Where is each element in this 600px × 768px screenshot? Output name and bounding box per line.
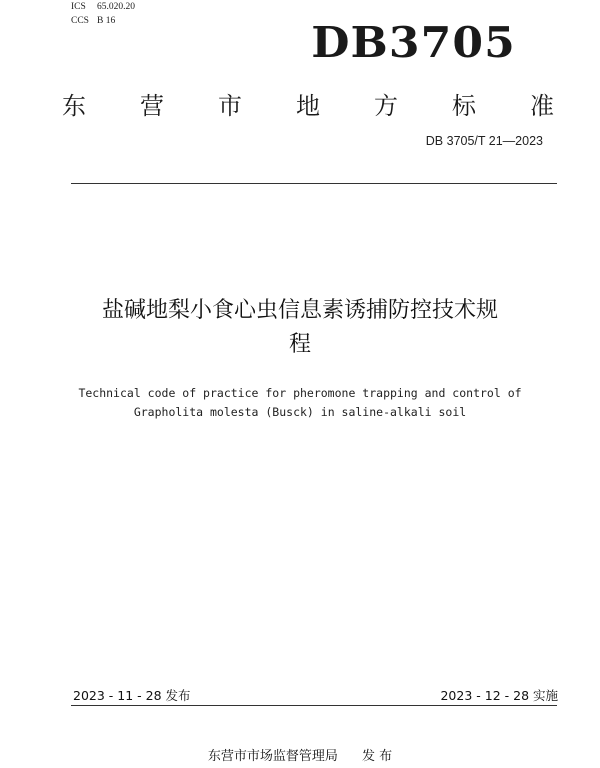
bottom-divider <box>71 705 557 706</box>
document-title-line-2: 程 <box>288 332 311 357</box>
classification-codes <box>71 0 135 28</box>
ics-code <box>71 0 135 14</box>
top-divider <box>71 183 557 184</box>
ics-label: ICS <box>71 2 86 12</box>
ccs-code <box>71 14 135 28</box>
standard-title-char: 准 <box>530 92 554 120</box>
standard-title-char: 标 <box>452 92 476 120</box>
document-title-line-1: 盐碱地梨小食心虫信息素诱捕防控技术规 <box>101 298 498 323</box>
issue-date: 2023 - 11 - 28 发布 <box>73 688 191 703</box>
english-title-line-2: Grapholita molesta (Busck) in saline-alkali soil <box>133 405 467 419</box>
issuer-action: 发 布 <box>361 749 393 764</box>
ccs-value: B 16 <box>97 16 116 26</box>
standard-title-char: 营 <box>140 92 164 120</box>
db-logo: DB3705 <box>311 18 516 67</box>
standard-title-char: 东 <box>62 92 86 120</box>
ics-value: 65.020.20 <box>97 2 135 12</box>
document-title <box>60 294 540 362</box>
standard-title-char: 市 <box>218 92 242 120</box>
standard-title-char: 地 <box>296 92 320 120</box>
english-title-line-1: Technical code of practice for pheromone trapping and control of <box>78 386 522 400</box>
issuer-name: 东营市市场监督管理局 <box>207 749 338 764</box>
standard-number: DB 3705/T 21—2023 <box>425 134 543 148</box>
ccs-label: CCS <box>71 16 89 26</box>
standard-type-title <box>62 86 554 121</box>
issuer <box>0 745 600 764</box>
english-title <box>40 384 560 422</box>
effective-date: 2023 - 12 - 28 实施 <box>440 688 558 703</box>
standard-title-char: 方 <box>374 92 398 120</box>
